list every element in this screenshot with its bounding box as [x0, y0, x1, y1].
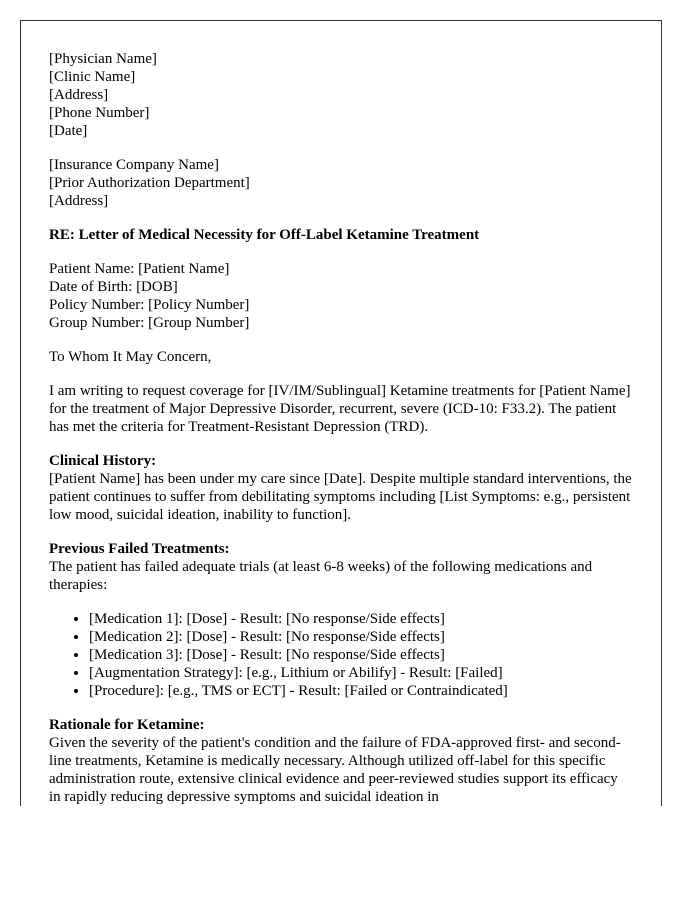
failed-treatments-list: [49, 610, 633, 700]
physician-name: [Physician Name]: [49, 51, 157, 67]
group-number: Group Number: [Group Number]: [49, 315, 250, 331]
letter-page: [20, 20, 662, 806]
recipient-address: [Address]: [49, 193, 109, 209]
department: [Prior Authorization Department]: [49, 175, 250, 191]
sender-block: [49, 50, 633, 140]
clinical-history-section: [49, 452, 633, 524]
clinical-history-heading: Clinical History:: [49, 453, 157, 469]
list-item: • [Medication 2]: [Dose] - Result: [No response/Side effects]: [89, 628, 633, 646]
date-of-birth: Date of Birth: [DOB]: [49, 279, 178, 295]
recipient-block: [49, 156, 633, 210]
patient-info: [49, 260, 633, 332]
patient-name: Patient Name: [Patient Name]: [49, 261, 230, 277]
subject-line: RE: Letter of Medical Necessity for Off-Label Ketamine Treatment: [49, 227, 480, 243]
insurance-company: [Insurance Company Name]: [49, 157, 219, 173]
rationale-heading: Rationale for Ketamine:: [49, 717, 205, 733]
policy-number: Policy Number: [Policy Number]: [49, 297, 250, 313]
failed-treatments-heading: Previous Failed Treatments:: [49, 541, 230, 557]
list-item: • [Medication 1]: [Dose] - Result: [No response/Side effects]: [89, 610, 633, 628]
salutation: To Whom It May Concern,: [49, 349, 212, 365]
failed-treatments-section: [49, 540, 633, 594]
list-item: • [Augmentation Strategy]: [e.g., Lithium or Abilify] - Result: [Failed]: [89, 664, 633, 682]
clinical-history-text: [Patient Name] has been under my care since [Date]. Despite multiple standard interventions, the patient continues to suffer from debilitating symptoms including [List Symptoms: e.g., persistent low mood, suicidal ideation, inability to function].: [49, 471, 632, 523]
rationale-section: [49, 716, 633, 806]
phone-number: [Phone Number]: [49, 105, 150, 121]
list-item: • [Medication 3]: [Dose] - Result: [No response/Side effects]: [89, 646, 633, 664]
rationale-text: Given the severity of the patient's condition and the failure of FDA-approved first- and second-line treatments, Ketamine is medically necessary. Although utilized off-label for this specific administration route, extensive clinical evidence and peer-reviewed studies support its efficacy in rapidly reducing depressive symptoms and suicidal ideation in: [49, 735, 621, 805]
letter-date: [Date]: [49, 123, 88, 139]
sender-address: [Address]: [49, 87, 109, 103]
failed-treatments-text: The patient has failed adequate trials (at least 6-8 weeks) of the following medications and therapies:: [49, 559, 593, 593]
clinic-name: [Clinic Name]: [49, 69, 136, 85]
intro-paragraph: I am writing to request coverage for [IV/IM/Sublingual] Ketamine treatments for [Patient Name] for the treatment of Major Depressive Disorder, recurrent, severe (ICD-10: F33.2). The patient has met the criteria for Treatment-Resistant Depression (TRD).: [49, 383, 631, 435]
list-item: • [Procedure]: [e.g., TMS or ECT] - Result: [Failed or Contraindicated]: [89, 682, 633, 700]
